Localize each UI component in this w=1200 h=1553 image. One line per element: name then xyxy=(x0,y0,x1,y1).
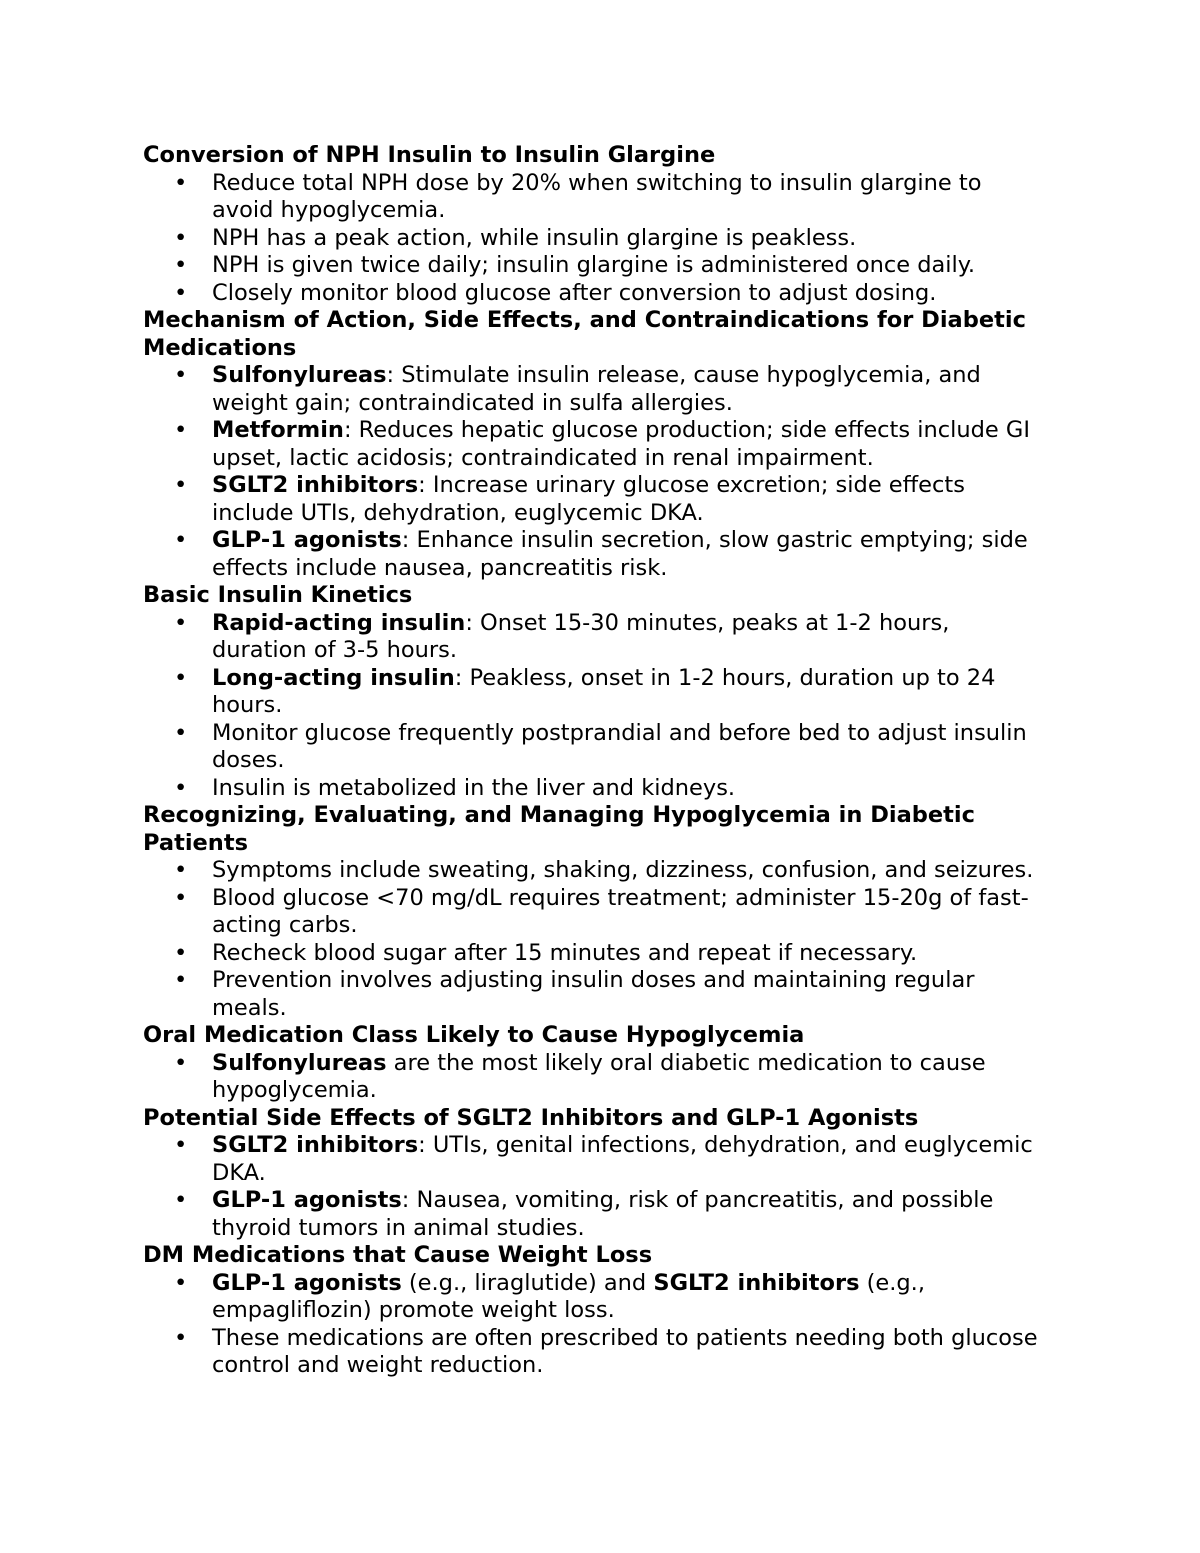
item-text: NPH has a peak action, while insulin glargine is peakless. xyxy=(212,224,857,251)
bullet-icon: • xyxy=(174,774,188,801)
bullet-icon: • xyxy=(174,169,188,196)
bullet-list xyxy=(143,1132,1043,1242)
bullet-icon: • xyxy=(174,664,188,691)
section-oral-medication-class xyxy=(143,1022,1043,1105)
list-item xyxy=(143,170,1043,225)
bullet-icon: • xyxy=(174,719,188,746)
section-title: Conversion of NPH Insulin to Insulin Glargine xyxy=(143,142,716,168)
bullet-list xyxy=(143,1050,1043,1105)
bullet-icon: • xyxy=(174,1324,188,1351)
section-title: Potential Side Effects of SGLT2 Inhibitors and GLP-1 Agonists xyxy=(143,1104,919,1131)
item-term-secondary: SGLT2 inhibitors xyxy=(653,1269,860,1296)
item-term: Rapid-acting insulin xyxy=(212,609,466,636)
bullet-icon: • xyxy=(174,884,188,911)
item-text: : Peakless, onset in 1-2 hours, duration up to 24 hours. xyxy=(212,664,996,718)
item-text: Reduce total NPH dose by 20% when switching to insulin glargine to avoid hypoglycemia. xyxy=(212,169,982,223)
bullet-icon: • xyxy=(174,967,188,993)
list-item xyxy=(143,1132,1043,1187)
item-term: GLP-1 agonists xyxy=(212,1187,402,1213)
section-mechanism-of-action xyxy=(143,307,1043,582)
item-text: Blood glucose <70 mg/dL requires treatment; administer 15-20g of fast-acting carbs. xyxy=(212,884,1029,938)
section-hypoglycemia-management xyxy=(143,802,1043,1022)
bullet-icon: • xyxy=(174,1049,188,1076)
item-text: These medications are often prescribed to patients needing both glucose control and weight reduction. xyxy=(212,1324,1038,1378)
list-item xyxy=(143,225,1043,253)
list-item xyxy=(143,1270,1043,1325)
section-nph-conversion xyxy=(143,142,1043,307)
bullet-icon: • xyxy=(174,1269,188,1296)
bullet-icon: • xyxy=(174,939,188,966)
item-text: : Reduces hepatic glucose production; side effects include GI upset, lactic acidosis; contraindicated in renal impairment. xyxy=(212,417,1030,471)
bullet-icon: • xyxy=(174,417,188,443)
section-insulin-kinetics xyxy=(143,582,1043,802)
section-title: Oral Medication Class Likely to Cause Hypoglycemia xyxy=(143,1022,805,1048)
list-item xyxy=(143,665,1043,720)
section-title: Mechanism of Action, Side Effects, and Contraindications for Diabetic Medications xyxy=(143,307,1026,361)
list-item xyxy=(143,1187,1043,1242)
item-text: NPH is given twice daily; insulin glargine is administered once daily. xyxy=(212,252,976,278)
list-item xyxy=(143,417,1043,472)
document-body xyxy=(143,142,1043,1380)
item-term: Sulfonylureas xyxy=(212,1049,387,1076)
bullet-icon: • xyxy=(174,472,188,498)
bullet-icon: • xyxy=(174,609,188,636)
bullet-icon: • xyxy=(174,1132,188,1158)
list-item xyxy=(143,885,1043,940)
item-text: : Onset 15-30 minutes, peaks at 1-2 hours, duration of 3-5 hours. xyxy=(212,609,950,663)
list-item xyxy=(143,775,1043,803)
list-item xyxy=(143,280,1043,308)
item-term: SGLT2 inhibitors xyxy=(212,472,419,498)
section-weight-loss-medications xyxy=(143,1242,1043,1380)
item-term: Sulfonylureas xyxy=(212,362,387,388)
item-text: Insulin is metabolized in the liver and kidneys. xyxy=(212,774,736,801)
item-term: GLP-1 agonists xyxy=(212,527,402,553)
list-item xyxy=(143,940,1043,968)
section-title: DM Medications that Cause Weight Loss xyxy=(143,1242,653,1268)
item-text: Symptoms include sweating, shaking, dizziness, confusion, and seizures. xyxy=(212,857,1034,883)
list-item xyxy=(143,252,1043,280)
item-text: (e.g., liraglutide) and xyxy=(401,1269,654,1296)
list-item xyxy=(143,720,1043,775)
bullet-list xyxy=(143,362,1043,582)
item-text: : Stimulate insulin release, cause hypoglycemia, and weight gain; contraindicated in sulfa allergies. xyxy=(212,362,981,416)
item-text: : Nausea, vomiting, risk of pancreatitis, and possible thyroid tumors in animal studies. xyxy=(212,1187,994,1241)
bullet-icon: • xyxy=(174,252,188,278)
bullet-icon: • xyxy=(174,362,188,388)
bullet-list xyxy=(143,610,1043,803)
list-item xyxy=(143,472,1043,527)
list-item xyxy=(143,857,1043,885)
list-item xyxy=(143,967,1043,1022)
list-item xyxy=(143,1050,1043,1105)
list-item xyxy=(143,362,1043,417)
bullet-icon: • xyxy=(174,857,188,883)
item-term: Long-acting insulin xyxy=(212,664,455,691)
item-term: SGLT2 inhibitors xyxy=(212,1132,419,1158)
bullet-list xyxy=(143,170,1043,308)
section-side-effects xyxy=(143,1105,1043,1243)
item-text-secondary: (e.g., empagliflozin) promote weight loss. xyxy=(212,1269,925,1323)
item-text: Closely monitor blood glucose after conversion to adjust dosing. xyxy=(212,279,937,306)
bullet-icon: • xyxy=(174,279,188,306)
bullet-icon: • xyxy=(174,527,188,553)
list-item xyxy=(143,1325,1043,1380)
item-text: are the most likely oral diabetic medication to cause hypoglycemia. xyxy=(212,1049,986,1103)
item-text: Monitor glucose frequently postprandial and before bed to adjust insulin doses. xyxy=(212,719,1027,773)
item-text: Prevention involves adjusting insulin doses and maintaining regular meals. xyxy=(212,967,975,1021)
item-text: : Increase urinary glucose excretion; side effects include UTIs, dehydration, euglycemic DKA. xyxy=(212,472,965,526)
section-title: Recognizing, Evaluating, and Managing Hypoglycemia in Diabetic Patients xyxy=(143,802,975,856)
bullet-icon: • xyxy=(174,1187,188,1213)
bullet-icon: • xyxy=(174,224,188,251)
list-item xyxy=(143,527,1043,582)
item-text: : Enhance insulin secretion, slow gastric emptying; side effects include nausea, pancreatitis risk. xyxy=(212,527,1028,581)
section-title: Basic Insulin Kinetics xyxy=(143,582,413,608)
bullet-list xyxy=(143,857,1043,1022)
list-item xyxy=(143,610,1043,665)
item-text: : UTIs, genital infections, dehydration, and euglycemic DKA. xyxy=(212,1132,1033,1186)
item-term: GLP-1 agonists xyxy=(212,1269,402,1296)
bullet-list xyxy=(143,1270,1043,1380)
item-term: Metformin xyxy=(212,417,344,443)
item-text: Recheck blood sugar after 15 minutes and repeat if necessary. xyxy=(212,939,918,966)
